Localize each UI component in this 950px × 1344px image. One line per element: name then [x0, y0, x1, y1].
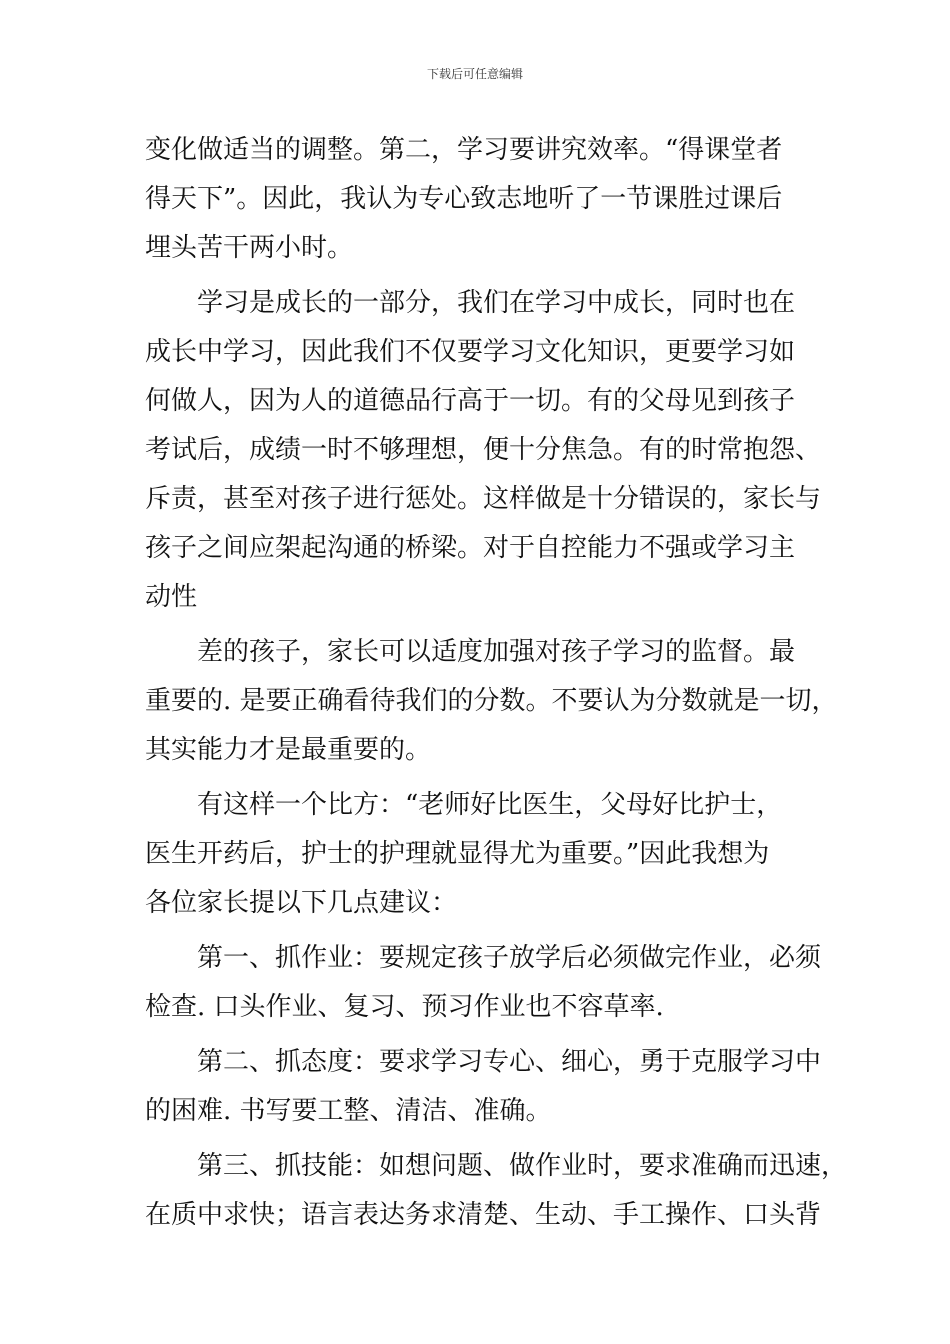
text-line: 何做人，因为人的道德品行高于一切。有的父母见到孩子 — [145, 386, 796, 416]
text-line: 第三、抓技能：如想问题、做作业时，要求准确而迅速， — [197, 1151, 848, 1181]
paragraph-6 — [145, 1038, 825, 1136]
paragraph-2 — [145, 279, 825, 622]
paragraph-7 — [145, 1142, 848, 1240]
text-line: 检查. 口头作业、复习、预习作业也不容草率. — [145, 992, 664, 1022]
text-line: 变化做适当的调整。第二，学习要讲究效率。“得课堂者 — [145, 135, 783, 165]
text-line: 第一、抓作业：要规定孩子放学后必须做完作业，必须 — [197, 943, 822, 973]
text-line: 动性 — [145, 582, 198, 612]
text-line: 得天下”。因此，我认为专心致志地听了一节课胜过课后 — [145, 184, 783, 214]
page-header: 下载后可任意编辑 — [426, 67, 523, 81]
text-line: 医生开药后，护士的护理就显得尤为重要。”因此我想为 — [145, 839, 770, 869]
paragraph-4 — [145, 781, 825, 928]
text-line: 斥责，甚至对孩子进行惩处。这样做是十分错误的，家长与 — [145, 484, 822, 514]
text-line: 有这样一个比方：“老师好比医生，父母好比护士， — [197, 790, 783, 820]
text-line: 差的孩子，家长可以适度加强对孩子学习的监督。最 — [197, 637, 796, 667]
text-line: 学习是成长的一部分，我们在学习中成长，同时也在 — [197, 288, 796, 318]
text-line: 其实能力才是最重要的。 — [145, 735, 432, 765]
text-line: 考试后，成绩一时不够理想，便十分焦急。有的时常抱怨、 — [145, 435, 822, 465]
text-line: 第二、抓态度：要求学习专心、细心，勇于克服学习中 — [197, 1047, 822, 1077]
text-line: 成长中学习，因此我们不仅要学习文化知识，更要学习如 — [145, 337, 796, 367]
paragraph-3 — [145, 628, 838, 775]
text-line: 的困难. 书写要工整、清洁、准确。 — [145, 1096, 552, 1126]
document-body — [145, 126, 848, 1240]
text-line: 在质中求快；语言表达务求清楚、生动、手工操作、口头背 — [145, 1200, 822, 1230]
paragraph-1 — [145, 126, 825, 273]
text-line: 重要的. 是要正确看待我们的分数。不要认为分数就是一切， — [145, 686, 838, 716]
text-line: 各位家长提以下几点建议： — [145, 888, 458, 918]
text-line: 埋头苦干两小时。 — [145, 233, 354, 263]
text-line: 孩子之间应架起沟通的桥梁。对于自控能力不强或学习主 — [145, 533, 796, 563]
paragraph-5 — [145, 934, 825, 1032]
